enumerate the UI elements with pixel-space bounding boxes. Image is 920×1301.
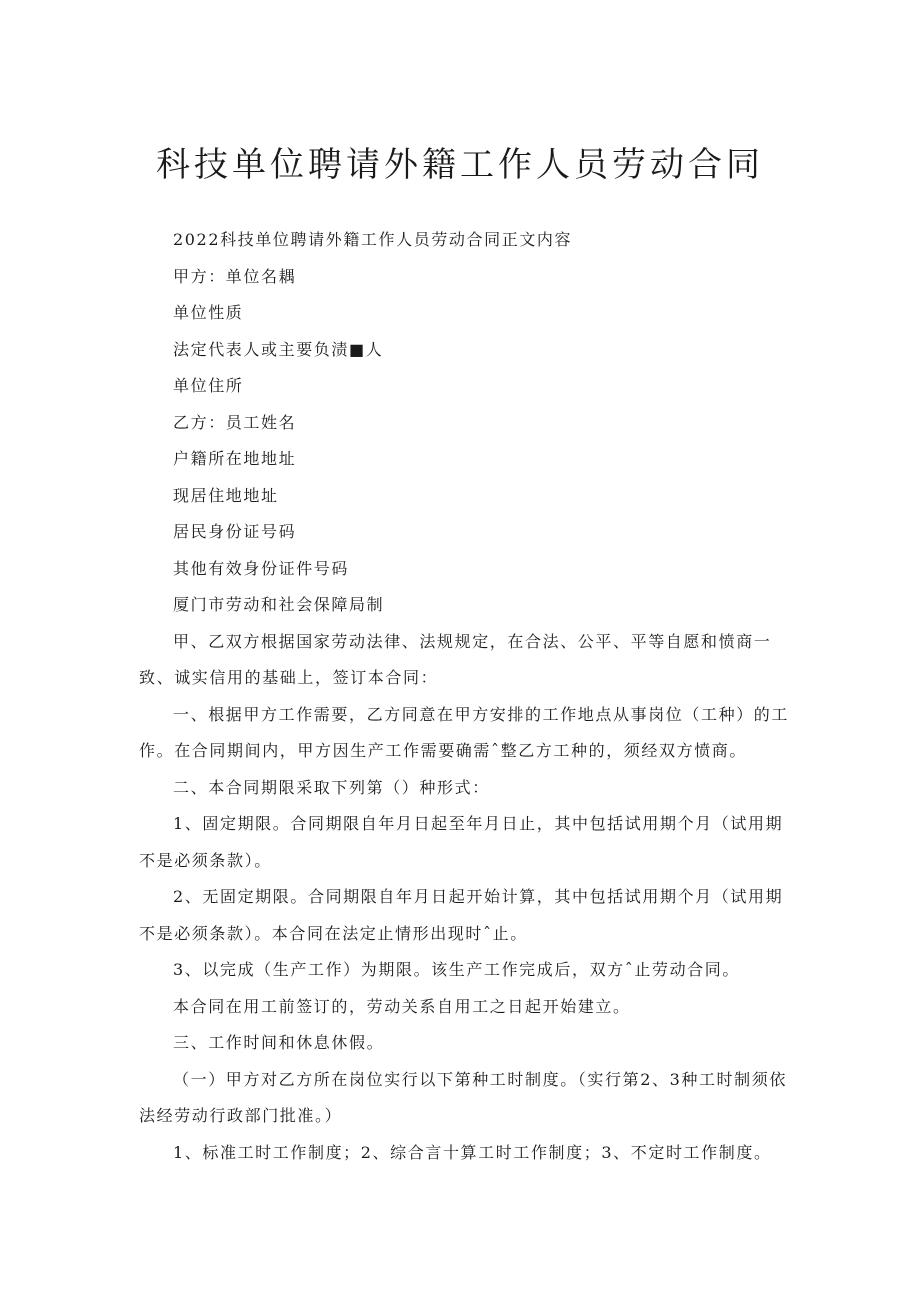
paragraph-unit-nature: 单位性质 [173,303,244,322]
paragraph-clause-3: 三、工作时间和休息休假。 [173,1033,385,1052]
paragraph-other-id-number: 其他有效身份证件号码 [173,558,350,578]
paragraph-clause-1: 一、根据甲方工作需要，乙方同意在甲方安排的工作地点从事岗位（工种）的工作。在合同期间内，甲方因生产工作需要确需ˆ整乙方工种的，须经双方愤商。 [139,704,790,760]
paragraph-intro: 2022科技单位聘请外籍工作人员劳动合同正文内容 [173,230,573,249]
paragraph-labor-relation: 本合同在用工前签订的，劳动关系自用工之日起开始建立。 [173,996,631,1016]
paragraph-id-number: 居民身份证号码 [173,522,297,541]
paragraph-clause-2-option-3: 3、以完成（生产工作）为期限。该生产工作完成后，双方ˆ止劳动合同。 [173,960,740,979]
document-title: 科技单位聘请外籍工作人员劳动合同 [156,145,764,185]
paragraph-current-address: 现居住地地址 [173,485,279,505]
paragraph-issuer: 厦门市劳动和社会保障局制 [173,595,385,614]
paragraph-legal-representative: 法定代表人或主要负渍■人 [173,339,384,359]
paragraph-clause-2-option-1: 1、固定期限。合同期限自年月日起至年月日止，其中包括试用期个月（试用期不是必须条款）。 [139,814,784,870]
paragraph-work-hour-systems: 1、标准工时工作制度；2、综合言十算工时工作制度；3、不定时工作制度。 [173,1142,772,1162]
paragraph-clause-3-1: （一）甲方对乙方所在岗位实行以下第种工时制度。（实行第2、3种工时制须依法经劳动行政部门批准。） [139,1069,787,1125]
paragraph-party-a-name: 甲方：单位名耦 [173,266,297,286]
paragraph-party-b-name: 乙方：员工姓名 [173,412,297,432]
paragraph-unit-address: 单位住所 [173,376,244,395]
paragraph-clause-2: 二、本合同期限采取下列第（）种形式： [173,777,490,797]
paragraph-clause-2-option-2: 2、无固定期限。合同期限自年月日起开始计算，其中包括试用期个月（试用期不是必须条款）。本合同在法定止情形出现时ˆ止。 [139,887,784,943]
paragraph-preamble: 甲、乙双方根据国家劳动法律、法规规定，在合法、公平、平等自愿和愤商一致、诚实信用的基础上，签订本合同： [139,631,772,687]
paragraph-household-address: 户籍所在地地址 [173,449,297,468]
document-body [139,222,799,1171]
